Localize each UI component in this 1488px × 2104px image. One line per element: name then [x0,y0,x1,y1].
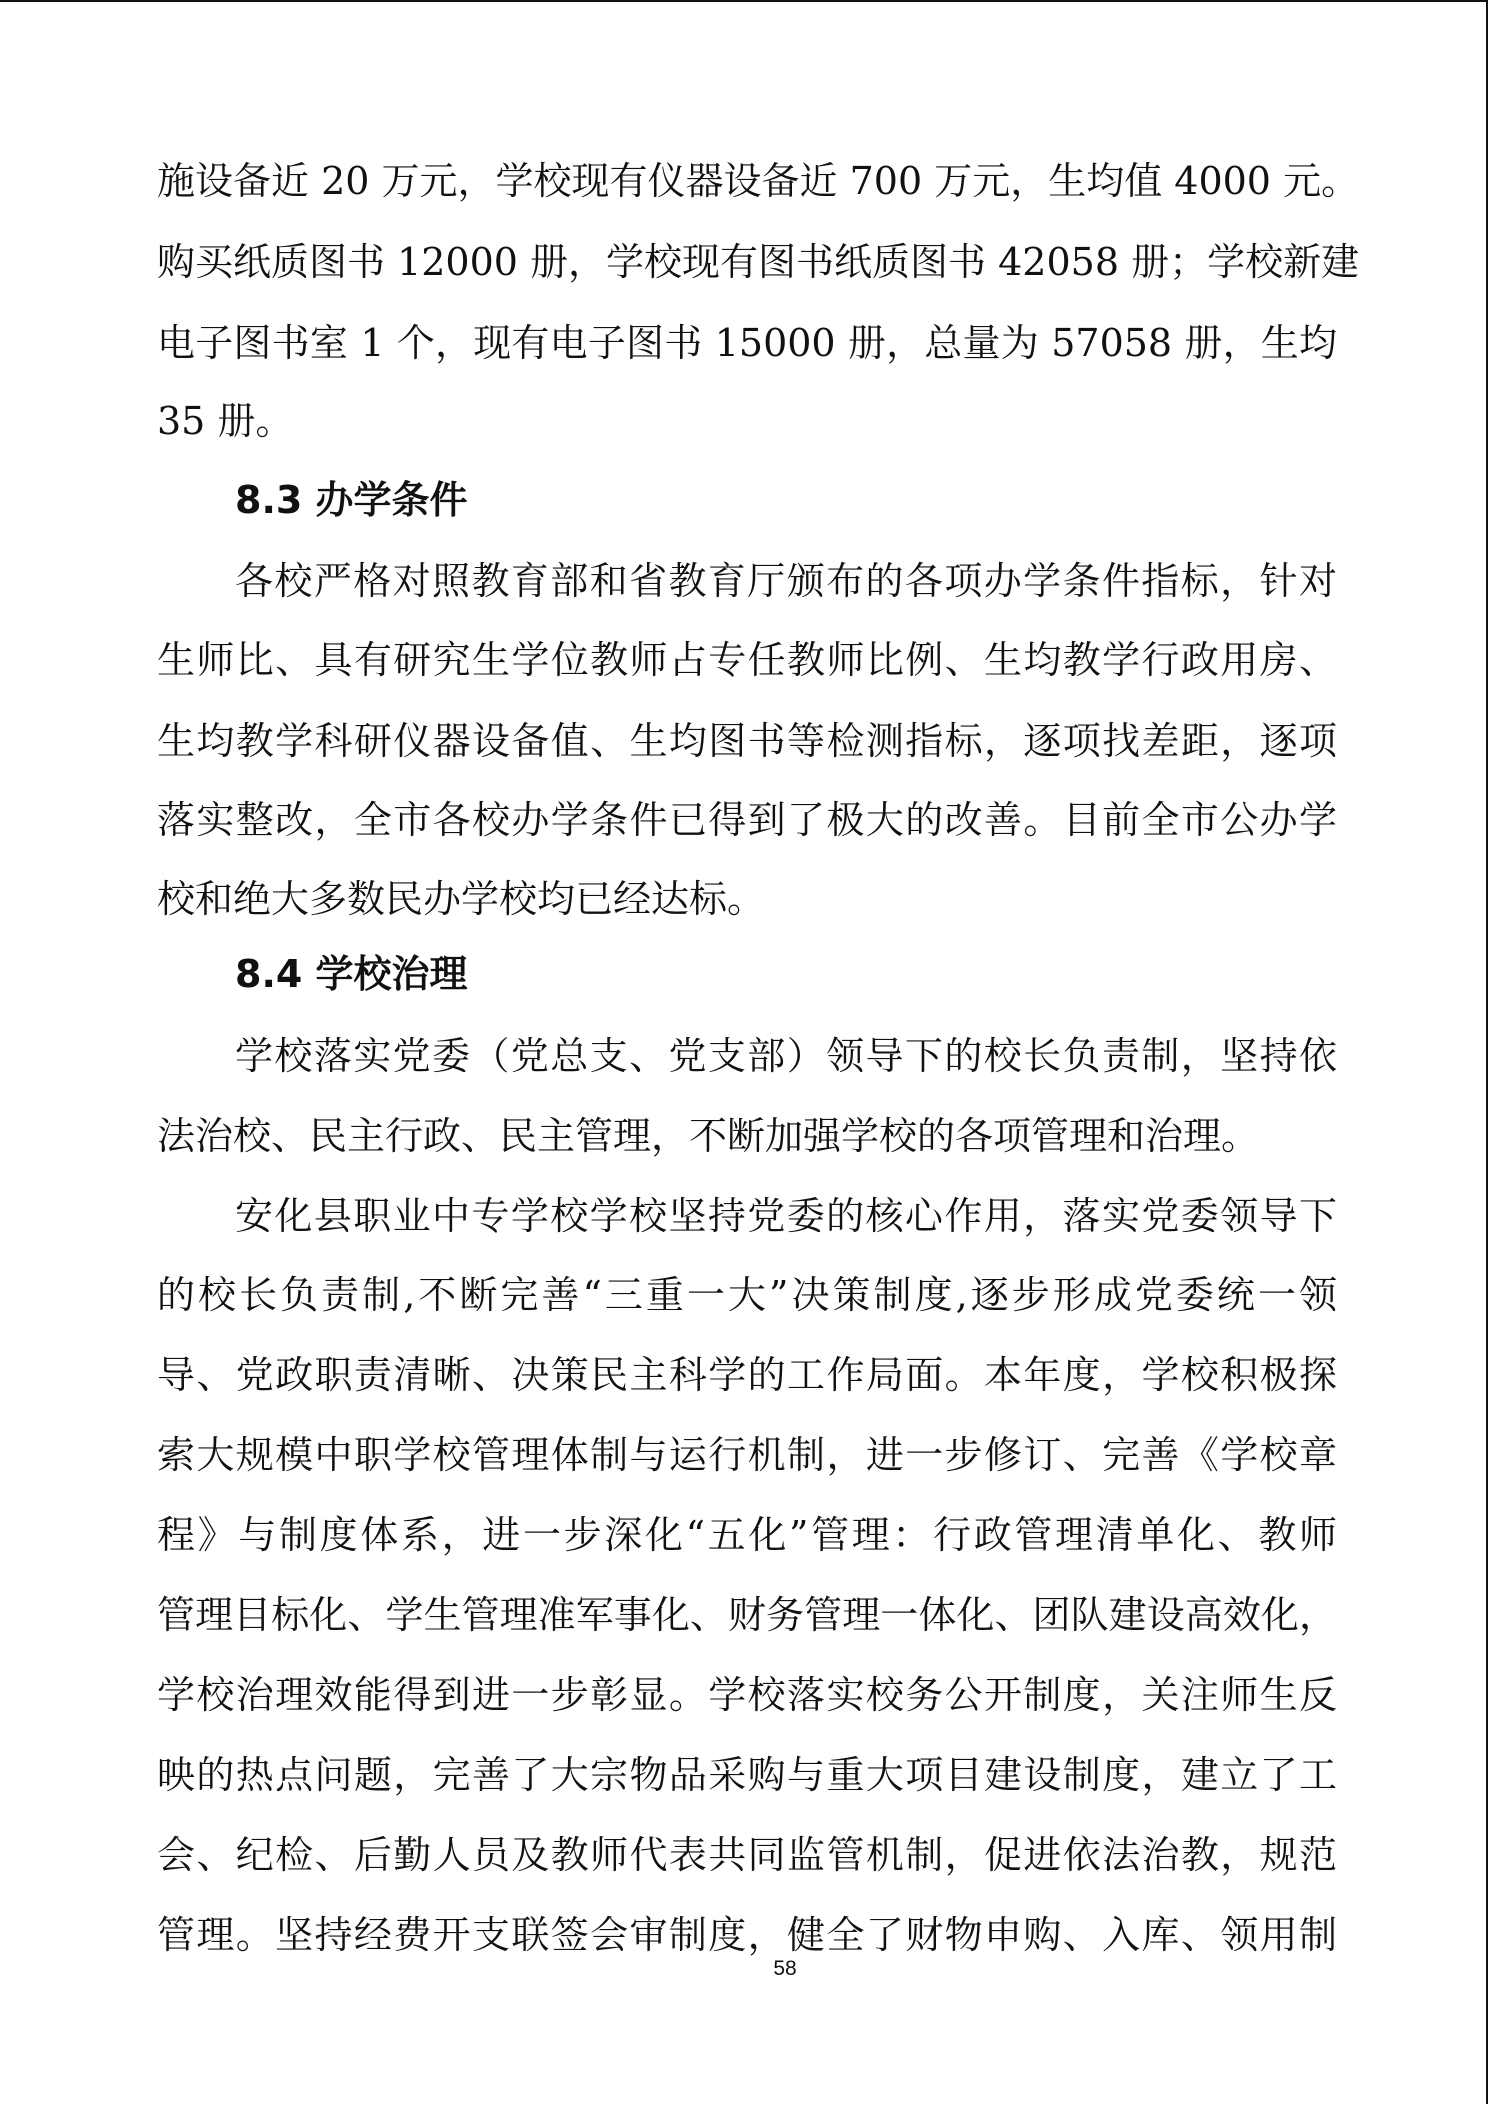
section-8-3-line-4: 落实整改，全市各校办学条件已得到了极大的改善。目前全市公办学 [157,798,1337,842]
section-8-4-para2-line-6: 管理目标化、学生管理准军事化、财务管理一体化、团队建设高效化， [157,1593,1337,1637]
section-8-3-line-1: 各校严格对照教育部和省教育厅颁布的各项办学条件指标，针对 [235,559,1337,603]
intro-line-4: 35 册。 [157,399,294,443]
section-8-4-para2-line-2: 的校长负责制,不断完善“三重一大”决策制度,逐步形成党委统一领 [157,1273,1337,1317]
section-8-4-para1-line-2: 法治校、民主行政、民主管理，不断加强学校的各项管理和治理。 [157,1114,1260,1158]
intro-line-1: 施设备近 20 万元，学校现有仪器设备近 700 万元，生均值 4000 元。 [157,159,1360,203]
intro-line-2: 购买纸质图书 12000 册，学校现有图书纸质图书 42058 册；学校新建 [157,240,1360,284]
section-8-4-para1-line-1: 学校落实党委（党总支、党支部）领导下的校长负责制，坚持依 [235,1034,1337,1078]
section-8-4-para2-line-9: 会、纪检、后勤人员及教师代表共同监管机制，促进依法治教，规范 [157,1833,1337,1877]
page-number: 58 [773,1957,797,1980]
section-8-4-para2-line-10: 管理。坚持经费开支联签会审制度，健全了财物申购、入库、领用制 [157,1913,1337,1957]
section-heading-8-3: 8.3 办学条件 [235,478,468,522]
section-8-3-line-2: 生师比、具有研究生学位教师占专任教师比例、生均教学行政用房、 [157,638,1337,682]
section-8-4-para2-line-8: 映的热点问题，完善了大宗物品采购与重大项目建设制度，建立了工 [157,1753,1337,1797]
section-8-3-line-5: 校和绝大多数民办学校均已经达标。 [157,877,766,921]
intro-line-3: 电子图书室 1 个，现有电子图书 15000 册，总量为 57058 册，生均 [157,321,1337,365]
section-heading-8-4: 8.4 学校治理 [235,952,468,996]
section-8-4-para2-line-1: 安化县职业中专学校学校坚持党委的核心作用，落实党委领导下 [235,1194,1337,1238]
section-8-4-para2-line-5: 程》与制度体系，进一步深化“五化”管理：行政管理清单化、教师 [157,1513,1337,1557]
section-8-4-para2-line-3: 导、党政职责清晰、决策民主科学的工作局面。本年度，学校积极探 [157,1353,1337,1397]
section-8-3-line-3: 生均教学科研仪器设备值、生均图书等检测指标，逐项找差距，逐项 [157,719,1337,763]
section-8-4-para2-line-4: 索大规模中职学校管理体制与运行机制，进一步修订、完善《学校章 [157,1433,1337,1477]
section-8-4-para2-line-7: 学校治理效能得到进一步彰显。学校落实校务公开制度，关注师生反 [157,1673,1337,1717]
